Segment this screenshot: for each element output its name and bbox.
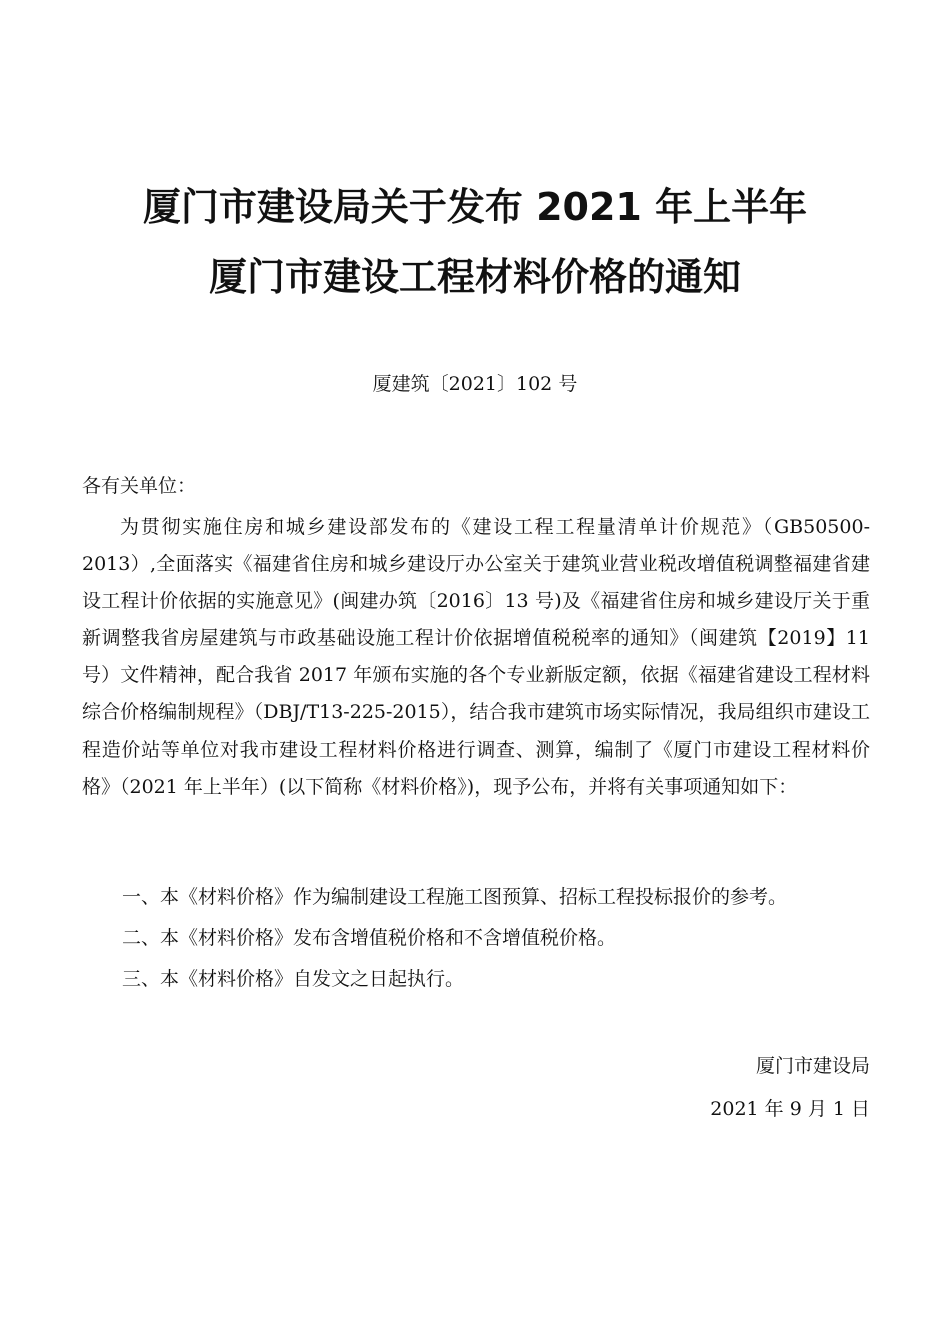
salutation: 各有关单位：	[82, 475, 197, 497]
signature-organization: 厦门市建设局	[755, 1055, 870, 1077]
notice-item-3: 三、本《材料价格》自发文之日起执行。	[122, 968, 465, 990]
body-paragraph: 为贯彻实施住房和城乡建设部发布的《建设工程工程量清单计价规范》（GB50500-2013）,全面落实《福建省住房和城乡建设厅办公室关于建筑业营业税改增值税调整福建省建设工程计价依据的实施意见》(闽建办筑〔2016〕13 号)及《福建省住房和城乡建设厅关于重新调整我省房屋建筑与市政基础设施工程计价依据增值税税率的通知》（闽建筑【2019】11 号）文件精神，配合我省 2017 年颁布实施的各个专业新版定额，依据《福建省建设工程材料综合价格编制规程》（DBJ/T13-225-2015），结合我市建筑市场实际情况，我局组织市建设工程造价站等单位对我市建设工程材料价格进行调查、测算，编制了《厦门市建设工程材料价格》（2021 年上半年）(以下简称《材料价格》)，现予公布，并将有关事项通知如下：	[82, 516, 870, 798]
document-title-line-2: 厦门市建设工程材料价格的通知	[208, 255, 741, 299]
document-number: 厦建筑〔2021〕102 号	[372, 373, 578, 395]
signature-date: 2021 年 9 月 1 日	[710, 1098, 870, 1120]
notice-item-2: 二、本《材料价格》发布含增值税价格和不含增值税价格。	[122, 927, 617, 949]
notice-item-1: 一、本《材料价格》作为编制建设工程施工图预算、招标工程投标报价的参考。	[122, 886, 788, 908]
document-title-line-1: 厦门市建设局关于发布 2021 年上半年	[142, 185, 808, 229]
